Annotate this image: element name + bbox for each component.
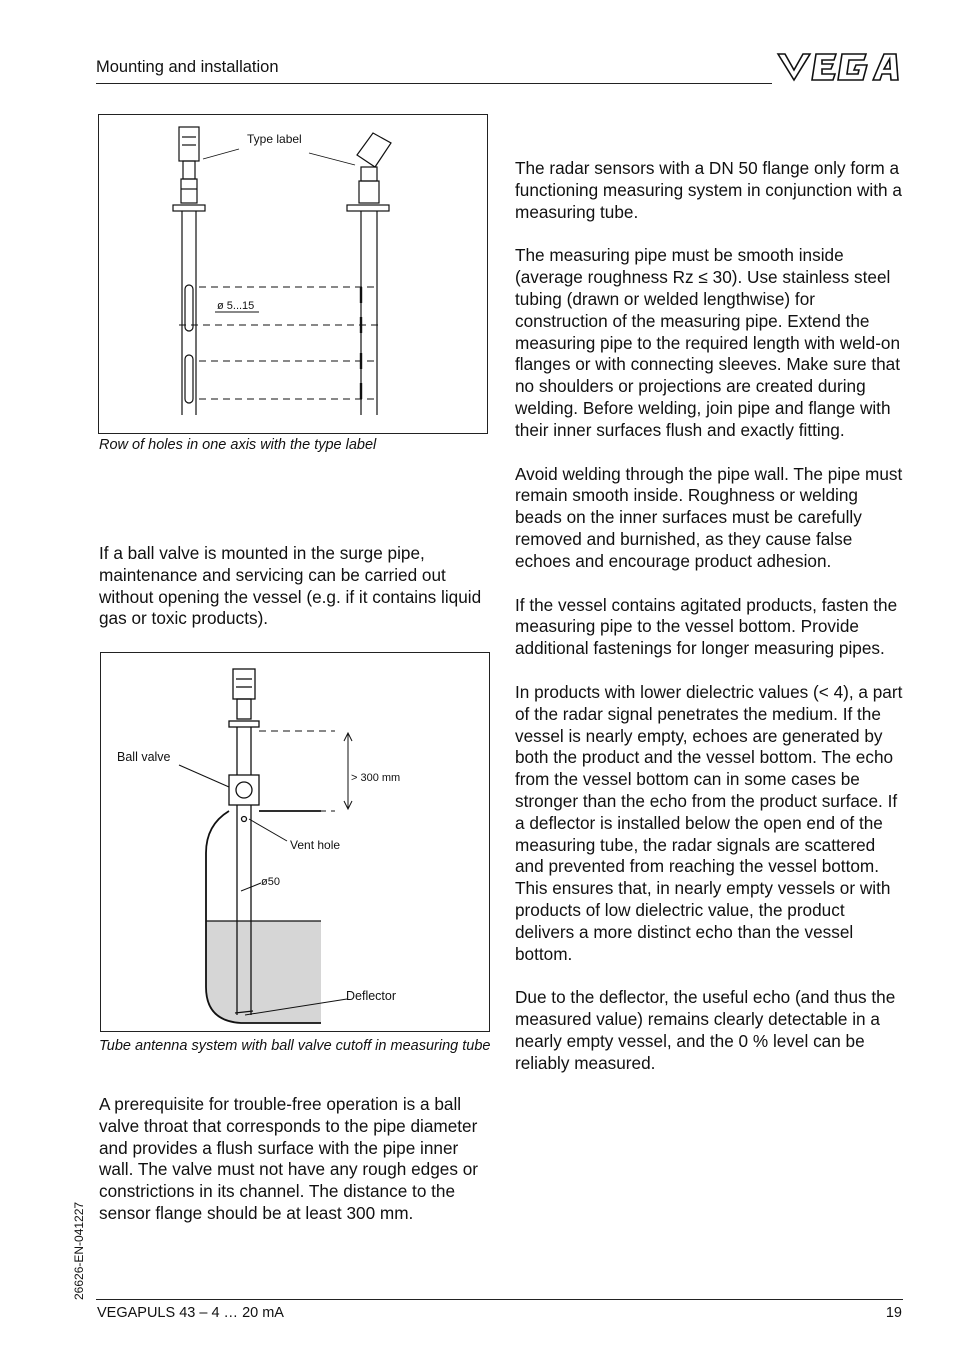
figure-hole-row <box>98 114 488 434</box>
paragraph-dielectric: In products with lower dielectric values (< 4), a part of the radar signal penetrates the medium. If the vessel is nearly empty, echoes are generated by both the product and the vessel bottom. The echo from the vessel bottom can in some cases be stronger than the echo from the product surface. If a deflector is installed below the open end of the measuring tube, the radar signals are scattered and prevented from reaching the vessel bottom. This ensures that, in nearly empty vessels or with products of low dielectric value, the product delivers a more distinct echo than the vessel bottom. <box>515 681 903 964</box>
page-number: 19 <box>885 1305 902 1321</box>
vega-logo <box>772 46 902 86</box>
ball-valve-label: Ball valve <box>117 750 171 764</box>
document-number: 26626-EN-041227 <box>72 1201 86 1300</box>
footer-product: VEGAPULS 43 – 4 … 20 mA <box>97 1305 284 1321</box>
paragraph-deflector: Due to the deflector, the useful echo (and thus the measured value) remains clearly detectable in a nearly empty vessel, and the 0 % level can be reliably measured. <box>515 987 896 1073</box>
right-column-text <box>515 158 907 1096</box>
vent-hole-label: Vent hole <box>290 838 341 852</box>
deflector-label: Deflector <box>346 989 397 1003</box>
figure-ball-valve <box>100 652 490 1032</box>
figure-2-caption: Tube antenna system with ball valve cutoff in measuring tube <box>99 1038 491 1054</box>
paragraph-pipe-smoothness: The measuring pipe must be smooth inside (average roughness Rz ≤ 30). Use stainless steel tubing (drawn or welded lengthwise) for construction of the measuring pipe. Extend the measuring pipe to the required length with weld-on flanges or with connecting sleeves. Make sure that no shoulders or projections are created during welding. Before welding, join pipe and flange with their inner surfaces flush and exactly fitting. <box>515 245 901 440</box>
pipe-diameter-label: ø50 <box>261 876 280 888</box>
hole-diameter-label: ø 5...15 <box>217 300 255 312</box>
section-title: Mounting and installation <box>96 58 279 76</box>
type-label-callout: Type label <box>247 132 302 146</box>
paragraph-welding: Avoid welding through the pipe wall. The pipe must remain smooth inside. Roughness or welding beads on the inner surfaces must be carefully removed and burnished, as they cause false echoes and encourage product adhesion. <box>515 463 903 571</box>
paragraph-ball-valve-requirements: A prerequisite for trouble-free operation is a ball valve throat that corresponds to the pipe diameter and provides a flush surface with the pipe inner wall. The valve must not have any rough edges or constrictions in its channel. The distance to the sensor flange should be at least 300 mm. <box>99 1094 478 1223</box>
figure-1-caption: Row of holes in one axis with the type label <box>99 437 377 453</box>
paragraph-fastening: If the vessel contains agitated products, fasten the measuring pipe to the vessel bottom. Provide additional fastenings for longer measuring pipes. <box>515 594 898 659</box>
distance-label: > 300 mm <box>351 772 401 784</box>
header-divider <box>96 83 772 84</box>
footer-divider <box>96 1299 903 1300</box>
paragraph-ball-valve-intro: If a ball valve is mounted in the surge pipe, maintenance and servicing can be carried out without opening the vessel (e.g. if it contains liquid gas or toxic products). <box>99 543 482 629</box>
paragraph-dn50-flange: The radar sensors with a DN 50 flange only form a functioning measuring system in conjunction with a measuring tube. <box>515 158 902 222</box>
